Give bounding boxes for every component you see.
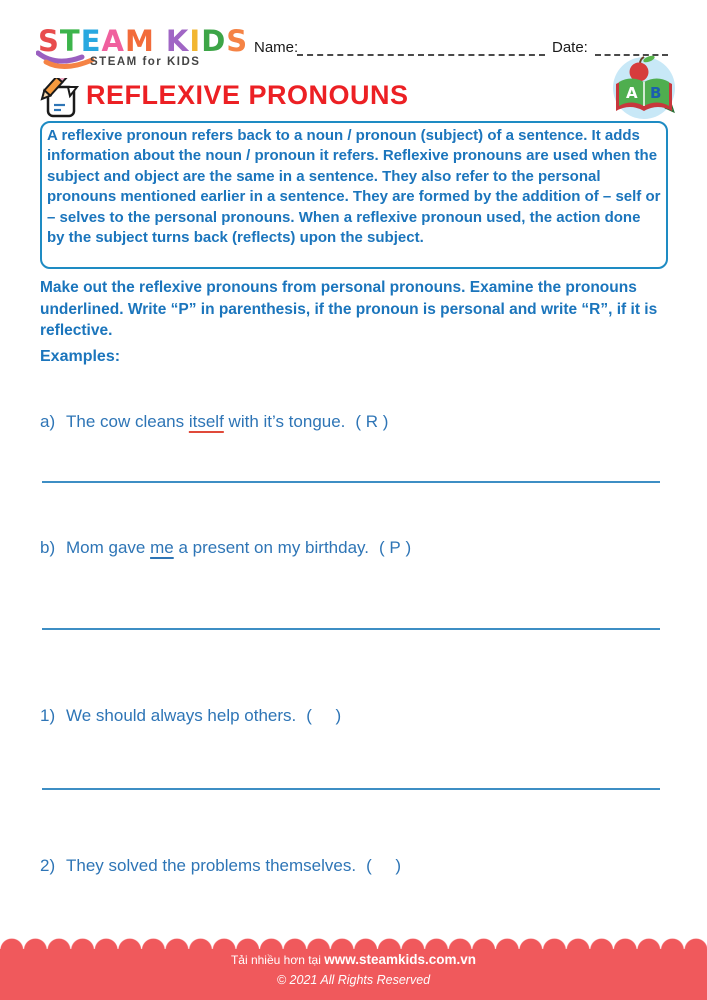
date-label: Date: [552, 39, 588, 56]
logo-letter [155, 24, 166, 58]
answer-blank[interactable]: ( ) [366, 856, 402, 875]
name-input-line[interactable] [297, 38, 545, 56]
name-label: Name: [254, 39, 299, 56]
definition-box [40, 121, 668, 269]
example-answer: ( R ) [355, 412, 389, 431]
example-row-b [40, 538, 670, 558]
answer-line-3[interactable] [42, 788, 660, 790]
pencil-paper-icon [38, 78, 84, 120]
definition-text: A reflexive pronoun refers back to a noun / pronoun (subject) of a sentence. It adds information about the noun / pronoun it refers. Reflexive pronouns are used when the subject and object are the same in a sentence. They also refer to the personal pronouns mentioned earlier in a sentence. They are formed by the addition of – self or – selves to the personal pronouns. When a reflexive pronoun used, the action done by the subject turns back (reflects) upon the subject. [47, 127, 661, 247]
underlined-word: itself [188, 412, 224, 431]
example-row-a [40, 412, 670, 432]
example-label: a) [40, 412, 56, 431]
svg-text:A: A [626, 84, 638, 102]
logo-letter: S [226, 24, 249, 58]
example-label: b) [40, 538, 56, 557]
logo-letter: K [165, 24, 190, 58]
logo-letter: E [80, 24, 102, 58]
sentence-pre: Mom gave [66, 538, 151, 557]
sentence-post: a present on my birthday. [173, 538, 370, 557]
logo-letter: A [101, 24, 125, 58]
logo-letter: M [124, 24, 155, 58]
answer-line-2[interactable] [42, 628, 660, 630]
sentence-pre: The cow cleans [66, 412, 189, 431]
footer-more-line [0, 952, 707, 967]
footer-url-link[interactable]: www.steamkids.com.vn [324, 952, 477, 967]
question-text: We should always help others. [66, 706, 297, 725]
footer-prefix: Tải nhiều hơn tại [230, 953, 321, 967]
svg-text:B: B [650, 84, 662, 102]
logo-tagline: STEAM for KIDS [90, 56, 201, 68]
instructions-text: Make out the reflexive pronouns from personal pronouns. Examine the pronouns underlined. Write “P” in parenthesis, if the pronoun is personal and write “R”, if it is reflective. [40, 279, 658, 339]
logo-letter: D [201, 24, 227, 58]
example-answer: ( P ) [379, 538, 412, 557]
logo-letter: I [189, 24, 202, 58]
footer-copyright: © 2021 All Rights Reserved [276, 973, 431, 987]
page-title: REFLEXIVE PRONOUNS [86, 80, 409, 110]
sentence-post: with it’s tongue. [223, 412, 346, 431]
underlined-word: me [150, 538, 174, 557]
logo-letter: S [38, 24, 60, 58]
question-row-2 [40, 856, 670, 876]
logo-letter: T [59, 24, 81, 58]
book-abc-badge-icon [604, 54, 684, 120]
question-label: 2) [40, 856, 56, 875]
question-label: 1) [40, 706, 56, 725]
answer-blank[interactable]: ( ) [306, 706, 342, 725]
answer-line-1[interactable] [42, 481, 660, 483]
examples-label: Examples: [40, 348, 121, 365]
question-row-1 [40, 706, 670, 726]
logo-swoosh-icon [36, 50, 98, 70]
question-text: They solved the problems themselves. [66, 856, 357, 875]
